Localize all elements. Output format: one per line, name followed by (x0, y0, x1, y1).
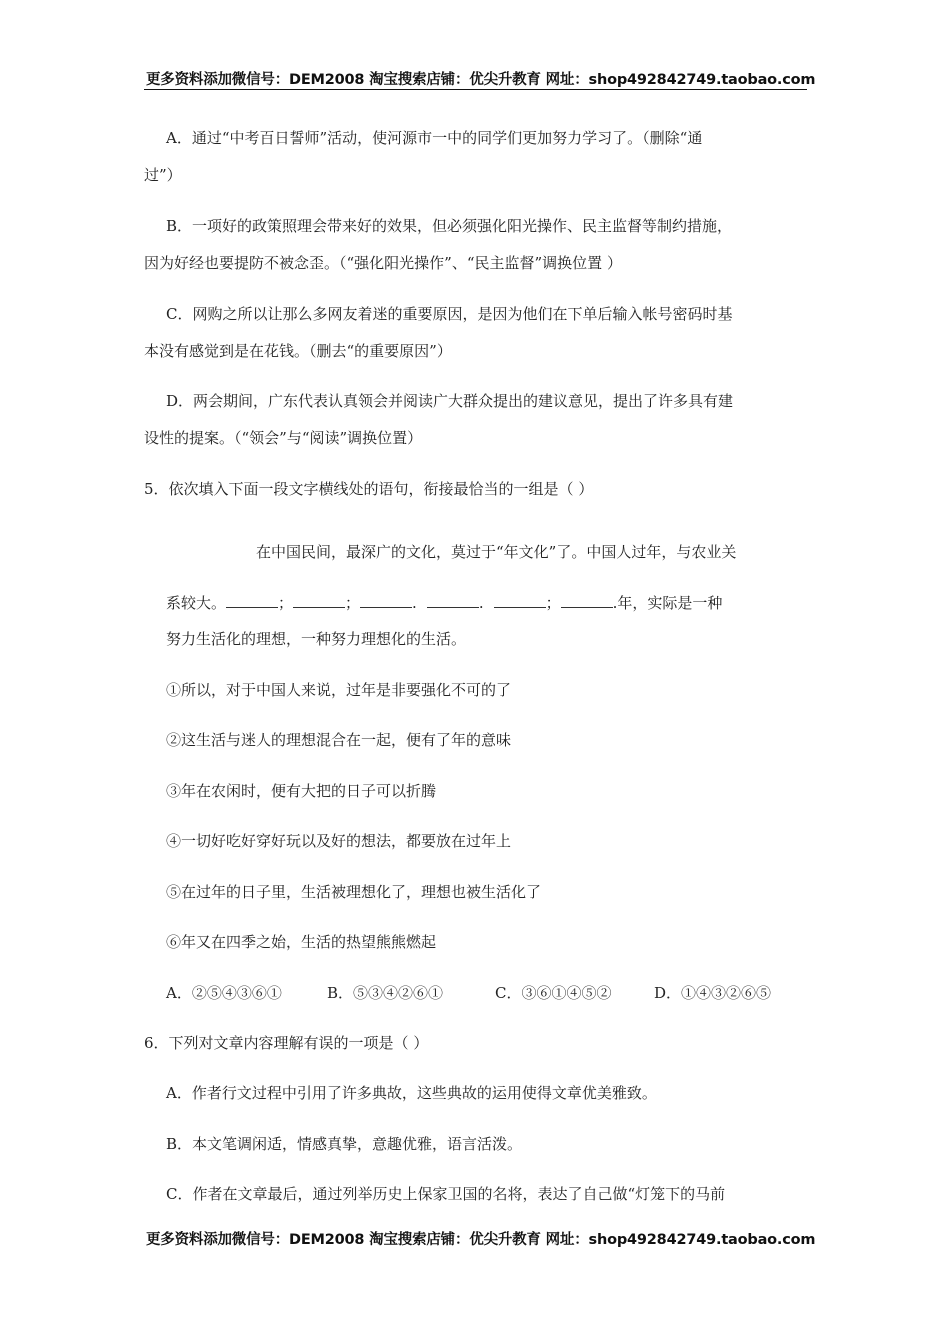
fill-blank-1[interactable] (226, 593, 278, 608)
q5-stem: 5．依次填入下面一段文字横线处的语句，衔接最恰当的一组是（ ） (144, 480, 594, 498)
q6-option-b: B．本文笔调闲适，情感真挚，意趣优雅，语言活泼。 (166, 1135, 523, 1153)
header-rule (144, 89, 807, 90)
fill-blank-4[interactable] (427, 593, 479, 608)
fill-blank-2[interactable] (293, 593, 345, 608)
fill-blank-6[interactable] (561, 593, 613, 608)
q6-option-a: A．作者行文过程中引用了许多典故，这些典故的运用使得文章优美雅致。 (166, 1084, 657, 1102)
q5-choice-a: A．②⑤④③⑥① (166, 984, 282, 1002)
q5-sentence-3: ③年在农闲时，便有大把的日子可以折腾 (166, 782, 437, 800)
q4-option-a-line1: A．通过“中考百日誓师”活动，使河源市一中的同学们更加努力学习了。（删除“通 (166, 129, 703, 147)
q4-option-a-line2: 过”） (144, 166, 182, 184)
q5-passage-line2-end: .年，实际是一种 (612, 594, 723, 612)
q6-option-c-line1: C．作者在文章最后，通过列举历史上保家卫国的名将，表达了自己做“灯笼下的马前 (166, 1185, 726, 1203)
page-header: 更多资料添加微信号：DEM2008 淘宝搜索店铺：优尖升教育 网址：shop492842749.taobao.com (146, 72, 816, 88)
q5-choice-b: B．⑤③④②⑥① (327, 984, 444, 1002)
blank-separator: ； (545, 594, 561, 612)
q5-sentence-1: ①所以，对于中国人来说，过年是非要强化不可的了 (166, 681, 512, 699)
page-footer: 更多资料添加微信号：DEM2008 淘宝搜索店铺：优尖升教育 网址：shop492842749.taobao.com (146, 1232, 816, 1248)
q5-passage-line1: 在中国民间，最深广的文化，莫过于“年文化”了。中国人过年，与农业关 (256, 543, 737, 561)
q5-sentence-5: ⑤在过年的日子里，生活被理想化了，理想也被生活化了 (166, 883, 542, 901)
q5-passage-line3: 努力生活化的理想，一种努力理想化的生活。 (166, 630, 467, 648)
q4-option-d-line2: 设性的提案。（“领会”与“阅读”调换位置） (144, 429, 423, 447)
blank-separator: . (412, 594, 417, 612)
fill-blank-5[interactable] (494, 593, 546, 608)
q5-passage-line2-start: 系较大。 (166, 594, 227, 612)
q5-sentence-4: ④一切好吃好穿好玩以及好的想法，都要放在过年上 (166, 832, 512, 850)
blank-separator: ； (278, 594, 294, 612)
q4-option-c-line2: 本没有感觉到是在花钱。（删去“的重要原因”） (144, 342, 452, 360)
blank-separator: ； (345, 594, 361, 612)
q5-sentence-6: ⑥年又在四季之始，生活的热望熊熊燃起 (166, 933, 437, 951)
q4-option-b-line2: 因为好经也要提防不被念歪。（“强化阳光操作”、“民主监督”调换位置 ） (144, 254, 622, 272)
q5-choice-d: D．①④③②⑥⑤ (654, 984, 772, 1002)
q5-choice-c: C．③⑥①④⑤② (495, 984, 612, 1002)
q5-sentence-2: ②这生活与迷人的理想混合在一起，便有了年的意味 (166, 731, 512, 749)
q4-option-b-line1: B．一项好的政策照理会带来好的效果，但必须强化阳光操作、民主监督等制约措施， (166, 217, 733, 235)
q5-passage-line2 (166, 593, 722, 613)
q4-option-d-line1: D．两会期间，广东代表认真领会并阅读广大群众提出的建议意见，提出了许多具有建 (166, 392, 734, 410)
blank-separator: . (478, 594, 484, 612)
fill-blank-3[interactable] (360, 593, 412, 608)
q4-option-c-line1: C．网购之所以让那么多网友着迷的重要原因，是因为他们在下单后输入帐号密码时基 (166, 305, 733, 323)
q6-stem: 6．下列对文章内容理解有误的一项是（ ） (144, 1034, 429, 1052)
